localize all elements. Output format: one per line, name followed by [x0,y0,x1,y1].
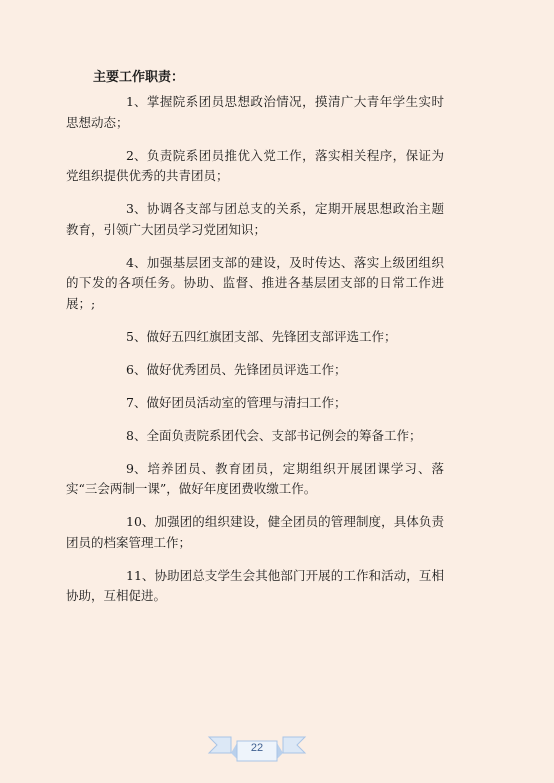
list-item [66,199,444,240]
list-item [66,327,444,348]
item-text: 做好优秀团员、先锋团员评选工作； [146,361,347,377]
item-text: 协助团总支学生会其他部门开展的工作和活动，互相协助，互相促进。 [66,567,444,603]
item-text: 掌握院系团员思想政治情况，摸清广大青年学生实时思想动态； [66,94,444,130]
item-number: 3、 [126,201,147,216]
list-item [66,512,444,553]
list-item [66,459,444,500]
item-number: 9、 [126,460,147,476]
item-text: 加强团的组织建设，健全团员的管理制度，具体负责团员的档案管理工作； [66,514,444,550]
item-text: 协调各支部与团总支的关系，定期开展思想政治主题教育，引领广大团员学习党团知识； [66,201,444,237]
item-number: 6、 [126,361,147,377]
list-item [66,92,444,133]
item-text: 全面负责院系团代会、支部书记例会的筹备工作； [146,427,422,443]
item-number: 10、 [126,514,155,529]
item-number: 7、 [126,394,147,410]
item-text: 培养团员、教育团员，定期组织开展团课学习、落实“三会两制一课”，做好年度团费收缴工作。 [66,460,444,496]
list-item [66,146,444,187]
item-text: 做好团员活动室的管理与清扫工作； [146,394,347,410]
list-item [66,393,444,414]
list-item [66,253,444,315]
item-number: 4、 [126,254,147,270]
item-number: 1、 [126,94,147,109]
page-number: 22 [250,742,264,754]
item-text: 加强基层团支部的建设，及时传达、落实上级团组织的下发的各项任务。协助、监督、推进各基层团支部的日常工作进展；; [66,254,444,311]
item-text: 做好五四红旗团支部、先锋团支部评选工作； [146,328,397,344]
list-item [66,566,444,607]
section-heading: 主要工作职责： [93,70,185,85]
duty-list [66,92,444,619]
item-number: 2、 [126,147,147,163]
item-number: 11、 [126,567,155,583]
page-footer [207,733,307,769]
item-number: 8、 [126,427,147,443]
list-item [66,360,444,381]
list-item [66,426,444,447]
item-number: 5、 [126,328,147,344]
item-text: 负责院系团员推优入党工作，落实相关程序，保证为党组织提供优秀的共青团员； [66,147,444,183]
